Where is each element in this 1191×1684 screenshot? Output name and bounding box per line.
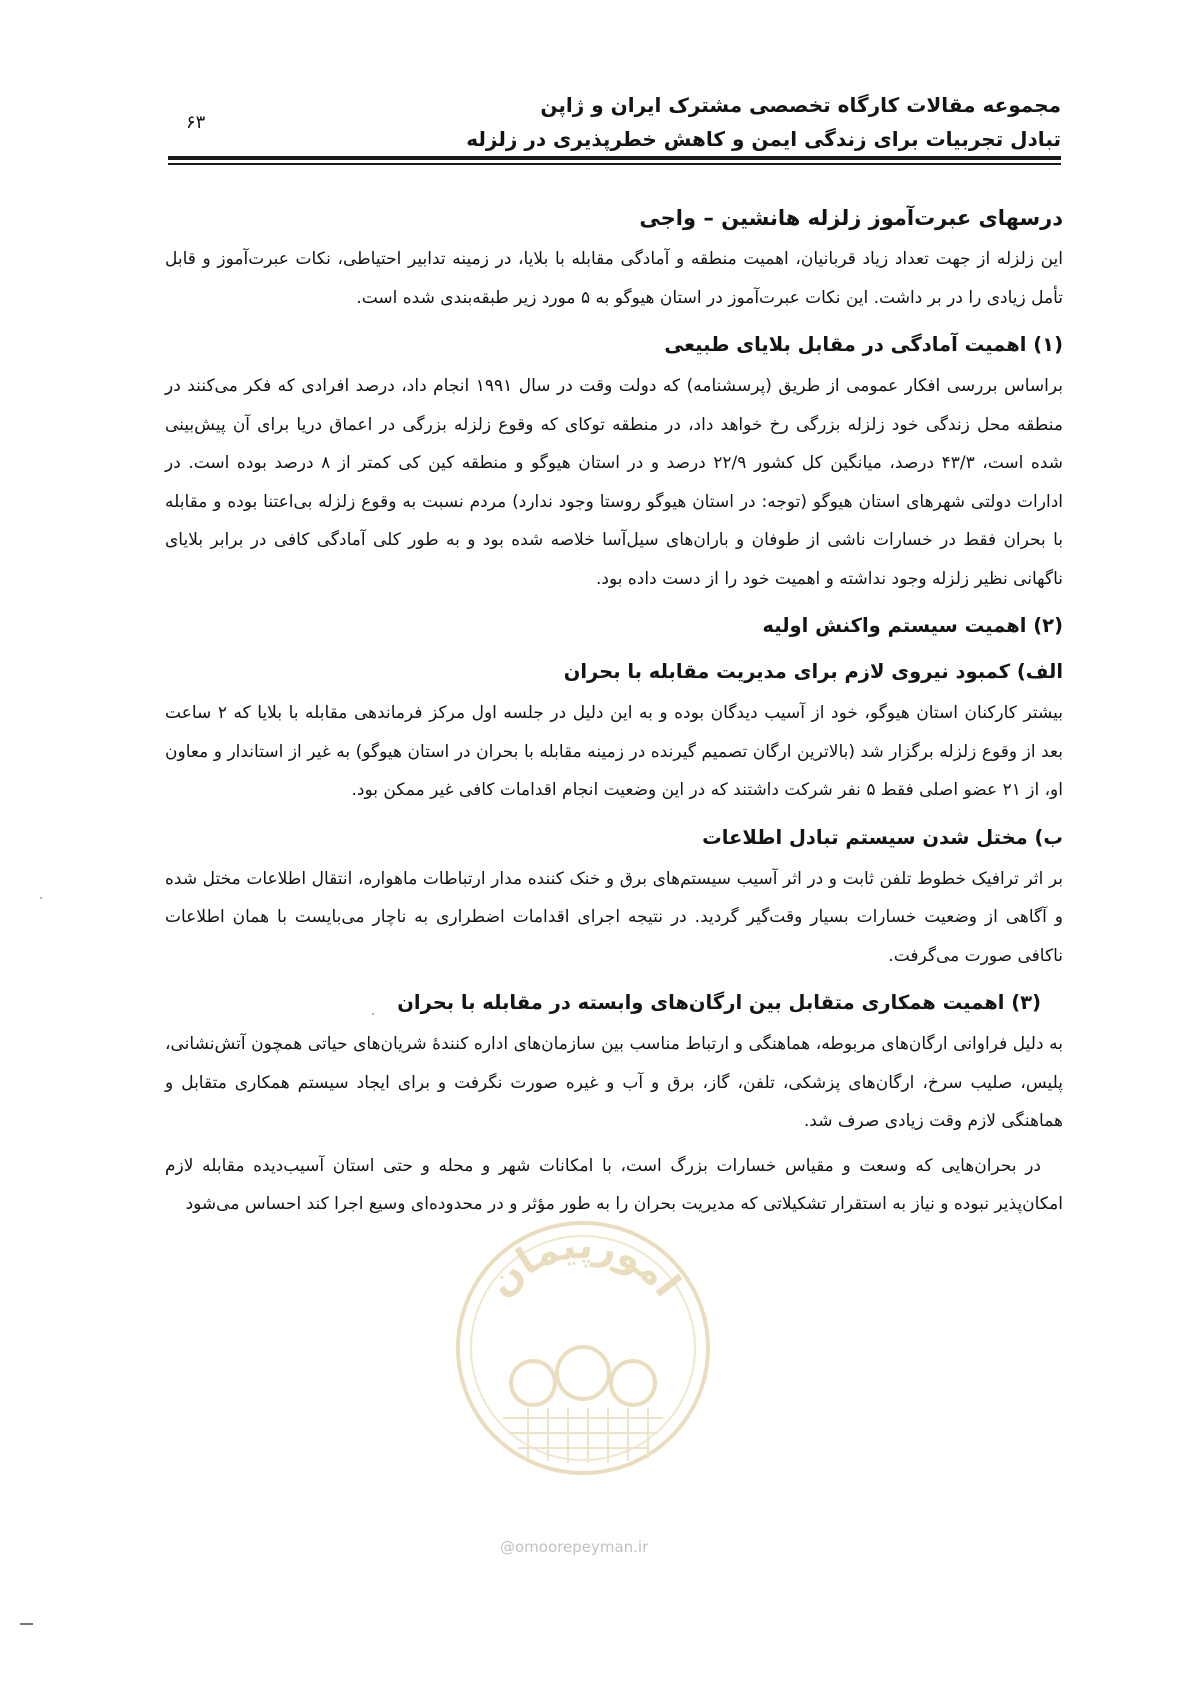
svg-text:امورپیمان (478, 1223, 689, 1305)
intro-paragraph: این زلزله از جهت تعداد زیاد قربانیان، اهمیت منطقه و آمادگی مقابله با بلایا، در زمینه تدابیر احتیاطی، نکات عبرت‌آموز و قابل تأمل زیادی را در بر داشت. این نکات عبرت‌آموز در استان هیوگو به ۵ مورد زیر طبقه‌بندی شده است. (165, 249, 1063, 308)
scan-dot (40, 897, 42, 899)
watermark-logo-text: امورپیمان (478, 1222, 690, 1305)
header-rule (168, 156, 1061, 160)
header-rule-thin (168, 163, 1061, 165)
header-series-title: مجموعه مقالات کارگاه تخصصی مشترک ایران و ژاپن (540, 93, 1061, 117)
header-workshop-title: تبادل تجربیات برای زندگی ایمن و کاهش خطرپذیری در زلزله (466, 127, 1061, 151)
section-2-heading: (۲) اهمیت سیستم واکنش اولیه (762, 614, 1063, 637)
section-2b-paragraph: بر اثر ترافیک خطوط تلفن ثابت و در اثر آسیب سیستم‌های برق و خنک کننده مدار ارتباطات ماهواره، انتقال اطلاعات مختل شده و آگاهی از وضعیت خسارات بسیار وقت‌گیر گردید. در نتیجه اجرای اقدامات اضطراری به ناچار می‌بایست با همان اطلاعات ناکافی صورت می‌گرفت. (165, 868, 1063, 966)
watermark-url: @omoorepeyman.ir (500, 1538, 649, 1556)
section-2b-heading: ب) مختل شدن سیستم تبادل اطلاعات (702, 825, 1063, 849)
section-2a-paragraph: بیشتر کارکنان استان هیوگو، خود از آسیب دیدگان بوده و به این دلیل در جلسه اول مرکز فرماندهی مقابله با بلایا که ۲ ساعت بعد از وقوع زلزله برگزار شد (بالاترین ارگان تصمیم گیرنده در زمینه مقابله با بحران در استان هیوگو) به غیر از استاندار و معاون او، از ۲۱ عضو اصلی فقط ۵ نفر شرکت داشتند که در این وضعیت انجام اقدامات کافی غیر ممکن بود. (165, 703, 1063, 800)
article-title: درسهای عبرت‌آموز زلزله هانشین – واجی (639, 206, 1063, 230)
scan-dot (372, 1013, 374, 1015)
margin-mark (20, 1623, 33, 1625)
section-3-heading: (۳) اهمیت همکاری متقابل بین ارگان‌های وابسته در مقابله با بحران (397, 991, 1041, 1014)
section-1-paragraph: براساس بررسی افکار عمومی از طریق (پرسشنامه) که دولت وقت در سال ۱۹۹۱ انجام داد، درصد افرادی که فکر می‌کنند در منطقه محل زندگی خود زلزله بزرگی رخ خواهد داد، در منطقه توکای که وقوع زلزله بزرگی در اعماق دریا برای آن پیش‌بینی شده است، ۴۳/۳ درصد، میانگین کل کشور ۲۲/۹ درصد و در استان هیوگو و منطقه کین کی کمتر از ۸ درصد بوده است. در ادارات دولتی شهرهای استان هیوگو (توجه: در استان هیوگو روستا وجود ندارد) مردم نسبت به وقوع زلزله بی‌اعتنا بوده و مقابله با بحران فقط در خسارات ناشی از طوفان و باران‌های سیل‌آسا خلاصه شده بود و به طور کلی آمادگی کافی در برابر بلایای ناگهانی نظیر زلزله وجود نداشته و اهمیت خود را از دست داده بود. (165, 376, 1064, 589)
section-1-heading: (۱) اهمیت آمادگی در مقابل بلایای طبیعی (664, 333, 1063, 356)
page-number: ۶۳ (186, 112, 206, 133)
section-3-paragraph-1: به دلیل فراوانی ارگان‌های مربوطه، هماهنگی و ارتباط مناسب بین سازمان‌های اداره کنندهٔ شریان‌های حیاتی همچون آتش‌نشانی، پلیس، صلیب سرخ، ارگان‌های پزشکی، تلفن، گاز، برق و آب و غیره صورت نگرفت و برای ایجاد سیستم همکاری متقابل و هماهنگی لازم وقت زیادی صرف شد. (165, 1034, 1063, 1131)
section-2a-heading: الف) کمبود نیروی لازم برای مدیریت مقابله با بحران (563, 660, 1063, 683)
watermark-logo (448, 1213, 718, 1483)
running-header (168, 88, 1061, 156)
section-3-paragraph-2: در بحران‌هایی که وسعت و مقیاس خسارات بزرگ است، با امکانات شهر و محله و حتی استان آسیب‌دیده مقابله لازم امکان‌پذیر نبوده و نیاز به استقرار تشکیلاتی که مدیریت بحران را به طور مؤثر و در محدوده‌ای وسیع اجرا کند احساس می‌شود (165, 1155, 1063, 1214)
article-body (165, 198, 1063, 1224)
